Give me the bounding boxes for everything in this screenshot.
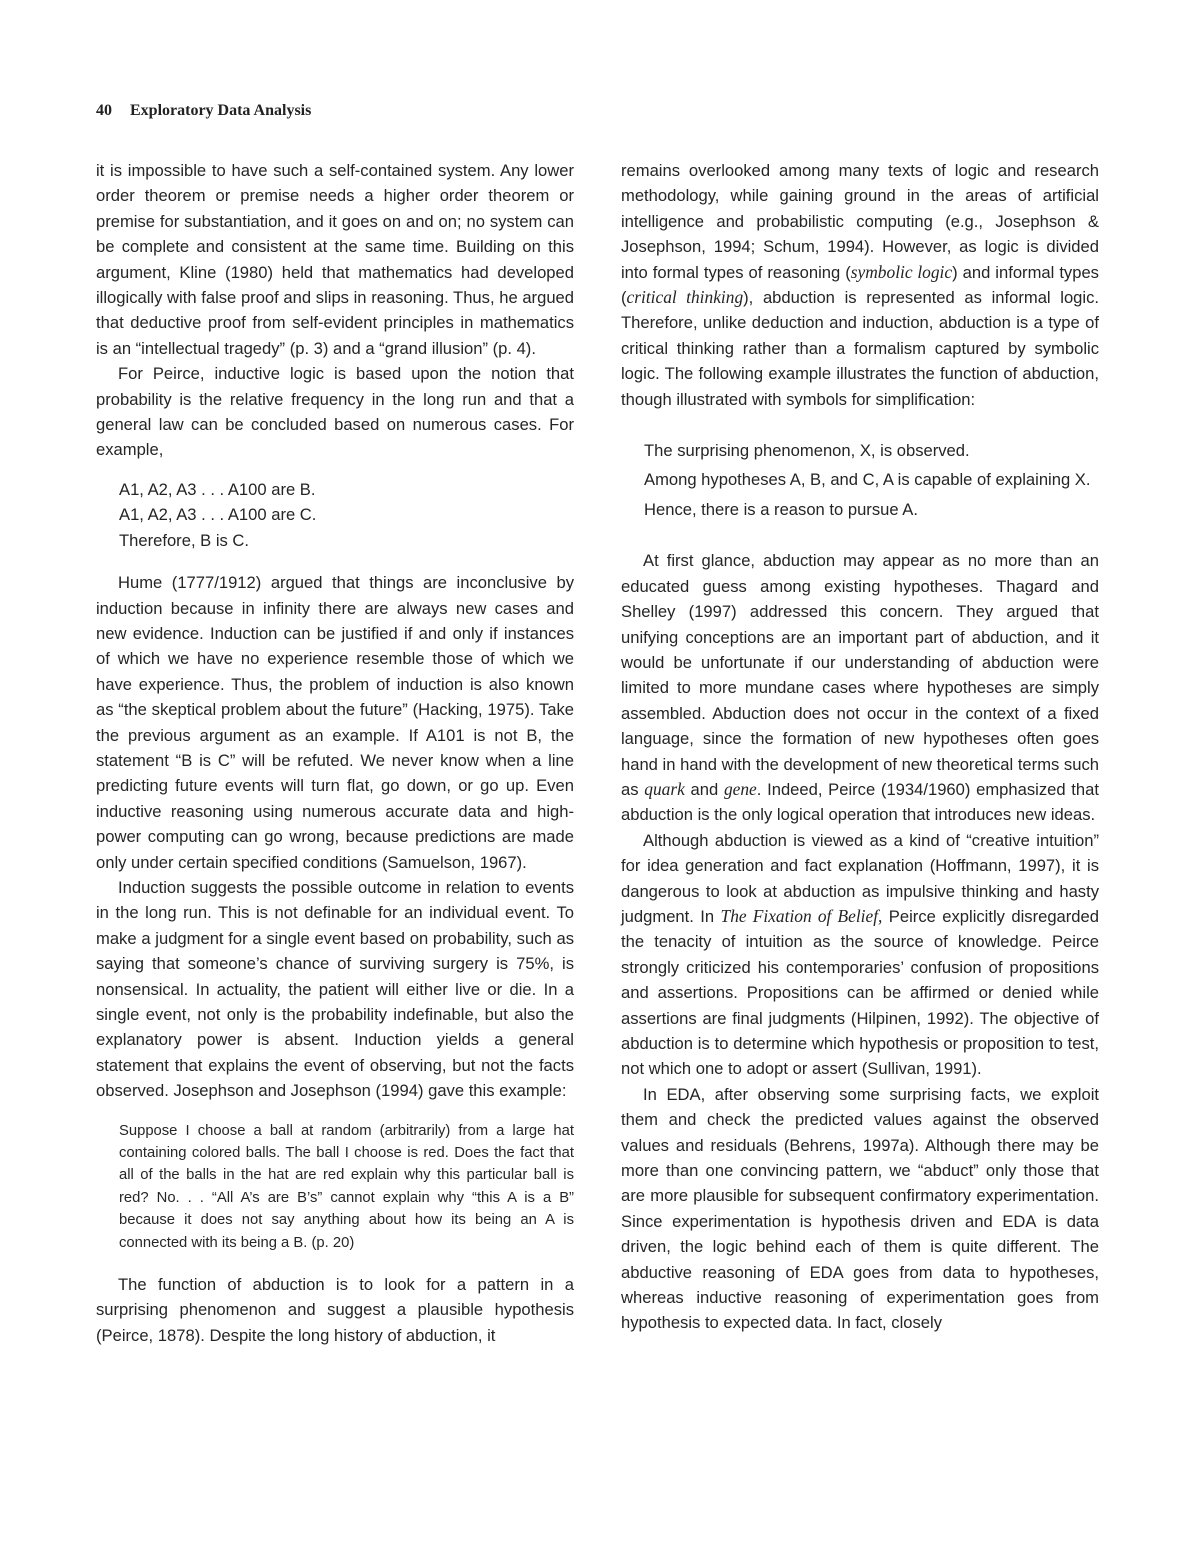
block-quote: Suppose I choose a ball at random (arbitrarily) from a large hat containing colored balls. The ball I choose is red. Does the fact that all of the balls in the hat are red explain why this particular ball is red? No. . . “All A’s are B’s” cannot explain why “this A is a B” because it does not say anything about how its being an A is connected with its being a B. (p. 20) <box>119 1122 574 1251</box>
emphasis: gene <box>723 778 757 799</box>
emphasis: symbolic logic <box>850 261 953 282</box>
formula-line: Hence, there is a reason to pursue A. <box>644 499 918 519</box>
paragraph: For Peirce, inductive logic is based upon the notion that probability is the relative frequency in the long run and that a general law can be concluded based on numerous cases. For example, <box>96 364 574 460</box>
paragraph: Although abduction is viewed as a kind of “creative intuition” for idea generation and fact explanation (Hoffmann, 1997), it is dangerous to look at abduction as impulsive thinking and hasty judgment. In The Fixation of Belief, Peirce explicitly disregarded the tenacity of intuition as the source of knowledge. Peirce strongly criticized his contemporaries’ confusion of propositions and assertions. Propositions can be affirmed or denied while assertions are final judgments (Hilpinen, 1992). The objective of abduction is to determine which hypothesis or proposition to test, not which one to adopt or assert (Sullivan, 1991). <box>621 830 1099 1079</box>
abduction-example <box>644 438 1099 522</box>
right-column <box>621 158 1099 1336</box>
formula-line: The surprising phenomenon, X, is observed. <box>644 441 970 461</box>
formula-line: A1, A2, A3 . . . A100 are B. <box>119 479 316 499</box>
running-head <box>96 102 311 120</box>
formula-line: A1, A2, A3 . . . A100 are C. <box>119 505 317 525</box>
paragraph: Hume (1777/1912) argued that things are inconclusive by induction because in infinity there are always new cases and new evidence. Induction can be justified if and only if instances of which we have no experience resemble those of which we have experience. Thus, the problem of induction is also known as “the skeptical problem about the future” (Hacking, 1975). Take the previous argument as an example. If A101 is not B, the statement “B is C” will be refuted. We never know when a line predicting future events will turn flat, go down, or go up. Even inductive reasoning using numerous accurate data and high-power computing can go wrong, because predictions are made only under certain specified conditions (Samuelson, 1967). <box>96 573 574 872</box>
emphasis: critical thinking <box>626 287 744 308</box>
paragraph: remains overlooked among many texts of logic and research methodology, while gaining ground in the areas of artificial intelligence and probabilistic computing (e.g., Josephson & Josephson, 1994; Schum, 1994). However, as logic is divided into formal types of reasoning (symbolic logic) and informal types (critical thinking), abduction is represented as informal logic. Therefore, unlike deduction and induction, abduction is a type of critical thinking rather than a formalism captured by symbolic logic. The following example illustrates the function of abduction, though illustrated with symbols for simplification: <box>621 161 1099 409</box>
induction-example <box>119 477 574 553</box>
paragraph: The function of abduction is to look for a pattern in a surprising phenomenon and suggest a plausible hypothesis (Peirce, 1878). Despite the long history of abduction, it <box>96 1275 574 1345</box>
paragraph: In EDA, after observing some surprising facts, we exploit them and check the predicted values against the observed values and residuals (Behrens, 1997a). Although there may be more than one convincing pattern, we “abduct” only those that are more plausible for subsequent confirmatory experimentation. Since experimentation is hypothesis driven and EDA is data driven, the logic behind each of them is quite different. The abductive reasoning of EDA goes from data to hypotheses, whereas inductive reasoning of experimentation goes from hypothesis to expected data. In fact, closely <box>621 1084 1099 1333</box>
paragraph: Induction suggests the possible outcome in relation to events in the long run. This is not definable for an individual event. To make a judgment for a single event based on probability, such as saying that someone’s chance of surviving surgery is 75%, is nonsensical. In actuality, the patient will either live or die. In a single event, not only is the probability indefinable, but also the explanatory power is absent. Induction yields a general statement that explains the event of observing, but not the facts observed. Josephson and Josephson (1994) gave this example: <box>96 877 574 1101</box>
chapter-title: Exploratory Data Analysis <box>130 102 312 119</box>
paragraph: At first glance, abduction may appear as no more than an educated guess among existing hypotheses. Thagard and Shelley (1997) addressed this concern. They argued that unifying conceptions are an important part of abduction, and it would be unfortunate if our understanding of abduction were limited to more mundane cases where hypotheses are simply assembled. Abduction does not occur in the context of a fixed language, since the formation of new hypotheses often goes hand in hand with the development of new theoretical terms such as quark and gene. Indeed, Peirce (1934/1960) emphasized that abduction is the only logical operation that introduces new ideas. <box>621 551 1099 825</box>
formula-line: Therefore, B is C. <box>119 530 250 550</box>
page-number: 40 <box>96 102 112 119</box>
formula-line: Among hypotheses A, B, and C, A is capable of explaining X. <box>644 470 1091 490</box>
emphasis: The Fixation of Belief, <box>720 905 883 926</box>
left-column <box>96 158 574 1348</box>
paragraph: it is impossible to have such a self-contained system. Any lower order theorem or premise needs a higher order theorem or premise for substantiation, and it goes on and on; no system can be complete and consistent at the same time. Building on this argument, Kline (1980) held that mathematics had developed illogically with false proof and slips in reasoning. Thus, he argued that deductive proof from self-evident principles in mathematics is an “intellectual tragedy” (p. 3) and a “grand illusion” (p. 4). <box>96 161 574 358</box>
emphasis: quark <box>644 778 685 799</box>
